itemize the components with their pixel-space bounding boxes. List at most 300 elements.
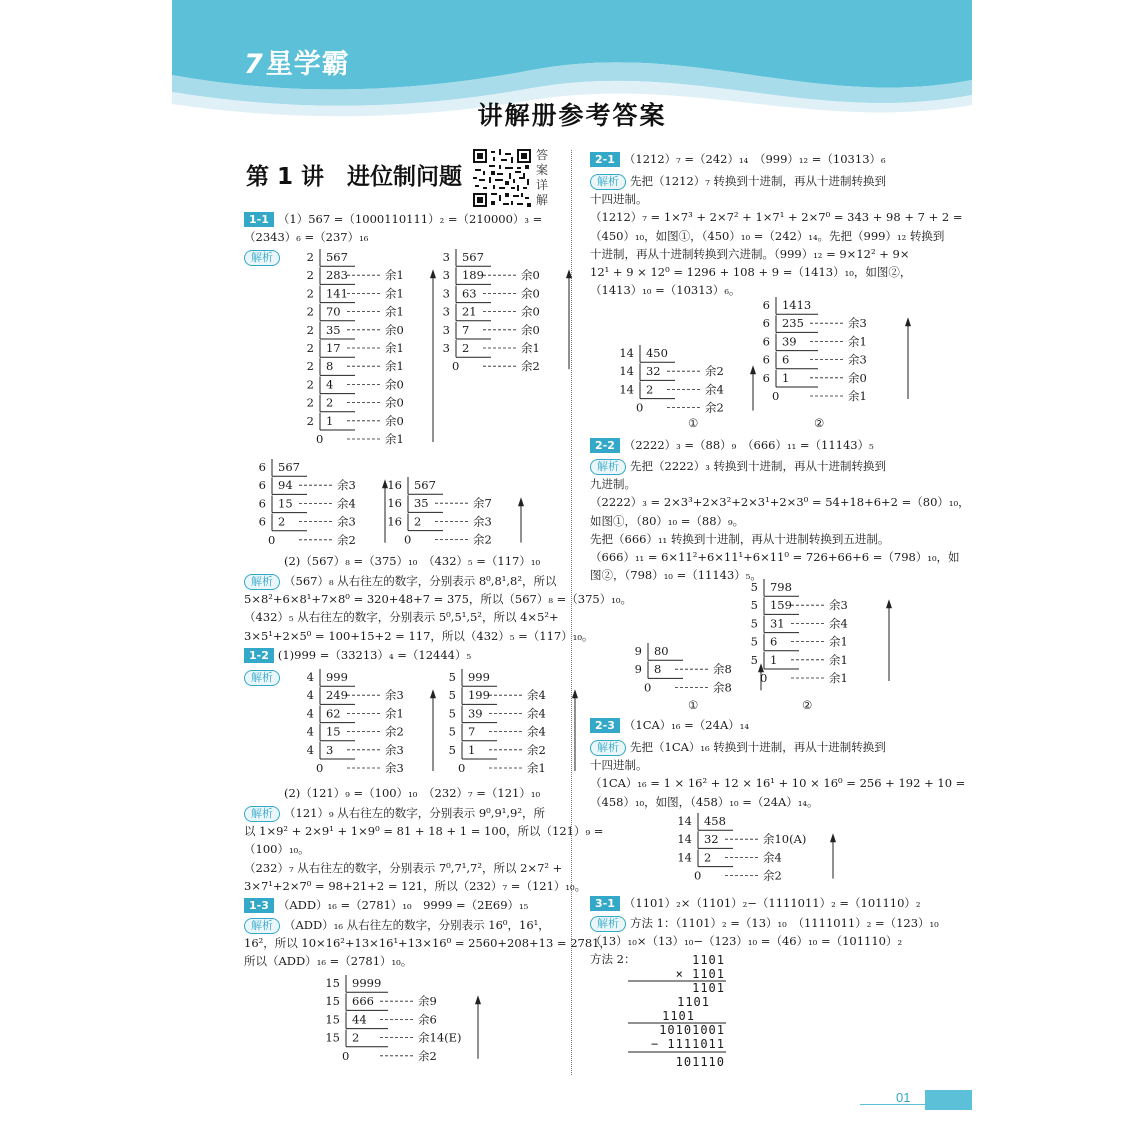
analysis-1-2b [244, 804, 603, 895]
binary-calculation [620, 950, 730, 1079]
quotient: 189 [462, 268, 484, 283]
quotient: 199 [468, 688, 490, 703]
remainder: 余4 [828, 616, 848, 631]
quotient: 63 [462, 286, 477, 301]
figure-label-1: ① [688, 416, 699, 430]
quotient: 15 [278, 496, 293, 511]
dividend: 458 [704, 813, 726, 828]
dividend: 567 [326, 249, 348, 264]
dividend: 999 [468, 669, 490, 684]
divisor: 16 [387, 514, 403, 529]
quotient: 1 [782, 370, 790, 385]
analysis-line: （121）₉ 从右往左的数字，分别表示 9⁰,9¹,9²，所 [284, 806, 545, 820]
quotient: 2 [414, 514, 422, 529]
quotient: 2 [462, 340, 470, 355]
quotient: 159 [770, 598, 792, 613]
remainder: 余4 [762, 850, 782, 865]
analysis-line: （100）₁₀。 [244, 842, 310, 857]
analysis-1-3 [244, 916, 611, 971]
remainder: 余3 [337, 514, 356, 529]
division-diagram [292, 248, 445, 454]
problem-tag: 1-1 [244, 212, 274, 227]
analysis-line: （666）₁₁ = 6×11²+6×11¹+6×11⁰ = 726+66+6 =（798）₁₀，如 [590, 550, 960, 565]
divisor: 3 [442, 286, 451, 301]
remainder: 余0 [384, 322, 404, 337]
quotient: 235 [782, 316, 804, 331]
remainder: 余1 [384, 286, 404, 301]
quotient: 0 [452, 359, 460, 374]
remainder: 余0 [384, 413, 404, 428]
remainder: 余0 [384, 377, 404, 392]
remainder: 余0 [847, 370, 867, 385]
division-999-base4 [292, 668, 445, 788]
calc-row: 1101 [662, 1009, 695, 1023]
logo-number: 7 [244, 49, 264, 80]
division-567-base16 [380, 476, 533, 560]
divisor: 4 [306, 742, 315, 757]
part-2-answer: (2)（121）₉ =（100）₁₀ （232）₇ =（121）₁₀ [284, 786, 541, 800]
quotient: 70 [326, 304, 341, 319]
arrow-head [905, 317, 911, 326]
remainder: 余0 [384, 395, 404, 410]
division-798-base5 [736, 578, 901, 698]
remainder: 余4 [526, 706, 546, 721]
division-diagram [434, 668, 587, 783]
division-diagram [428, 248, 581, 381]
method-line: （13）₁₀×（13）₁₀−（123）₁₀ =（46）₁₀ =（101110）₂ [590, 934, 903, 949]
remainder: 余4 [704, 382, 724, 397]
divisor: 14 [677, 850, 693, 865]
analysis-badge: 解析 [244, 670, 280, 686]
analysis-line: 先把（1212）₇ 转换到十进制，再从十进制转换到 [630, 174, 887, 188]
divisor: 5 [750, 598, 759, 613]
analysis-line: 所以（ADD）₁₆ =（2781）₁₀。 [244, 954, 413, 969]
analysis-line: 先把（666）₁₁ 转换到十进制，再从十进制转换到五进制。 [590, 531, 890, 546]
quotient: 2 [278, 514, 286, 529]
divisor: 2 [306, 377, 315, 392]
divisor: 2 [306, 249, 315, 264]
arrow-head [830, 833, 836, 842]
analysis-badge: 解析 [244, 250, 280, 266]
quotient: 1 [770, 652, 778, 667]
divisor: 2 [306, 322, 315, 337]
divisor: 6 [258, 514, 266, 529]
remainder: 余0 [520, 268, 540, 283]
divisor: 14 [619, 364, 635, 379]
quotient: 1 [326, 413, 334, 428]
analysis-line: 十进制，再从十进制转换到六进制。（999）₁₂ = 9×12² + 9× [590, 246, 910, 261]
quotient: 39 [468, 706, 483, 721]
problem-2-1 [590, 150, 886, 168]
calc-row: 101110 [675, 1055, 725, 1069]
remainder: 余2 [704, 364, 724, 379]
problem-tag: 2-3 [590, 718, 620, 733]
arrow-head [475, 995, 481, 1004]
analysis-badge-row [244, 668, 284, 686]
divisor: 15 [325, 1030, 340, 1045]
remainder: 余3 [384, 688, 404, 703]
remainder: 余4 [526, 688, 546, 703]
analysis-1-1b [244, 572, 632, 645]
analysis-line: （2222）₃ = 2×3³+2×3²+2×3¹+2×3⁰ = 54+18+6+2 =（80）₁₀， [590, 495, 970, 510]
remainder: 余4 [337, 496, 356, 511]
divisor: 2 [306, 340, 315, 355]
analysis-badge: 解析 [590, 740, 626, 756]
divisor: 5 [750, 652, 759, 667]
remainder: 余4 [526, 724, 546, 739]
calc-row: 1101 [677, 995, 710, 1009]
remainder: 余2 [704, 400, 724, 415]
divisor: 15 [325, 994, 340, 1009]
remainder: 余7 [472, 496, 492, 511]
analysis-line: （1413）₁₀ =（10313）₆。 [590, 283, 741, 298]
lesson-title: 第 1 讲 进位制问题 [246, 164, 463, 190]
remainder: 余3 [828, 598, 848, 613]
answer-line: （1101）₂×（1101）₂−（1111011）₂ =（101110）₂ [623, 896, 921, 910]
arrow-head [572, 689, 578, 698]
dividend: 9999 [352, 976, 382, 990]
divisor: 14 [677, 813, 693, 828]
analysis-line: 3×7¹+2×7⁰ = 98+21+2 = 121，所以（232）₇ =（121）₁₀。 [244, 878, 587, 893]
quotient: 7 [468, 724, 476, 739]
divisor: 5 [448, 742, 457, 757]
remainder: 余1 [847, 388, 867, 403]
remainder: 余14(E) [418, 1030, 462, 1045]
divisor: 6 [258, 478, 266, 493]
quotient: 17 [326, 340, 341, 355]
divisor: 5 [448, 669, 457, 684]
analysis-line: （450）₁₀，如图①，（450）₁₀ =（242）₁₄。先把（999）₁₂ 转换到 [590, 228, 945, 243]
footer-bar [925, 1090, 972, 1110]
quotient: 0 [636, 400, 644, 415]
answer-line: （2222）₃ =（88）₉ （666）₁₁ =（11143）₅ [623, 438, 874, 452]
remainder: 余2 [418, 1048, 437, 1063]
problem-3-1 [590, 894, 921, 912]
divisor: 2 [306, 304, 315, 319]
method-line: 方法 1：（1101）₂ =（13）₁₀ （1111011）₂ =（123）₁₀ [630, 916, 939, 930]
quotient: 2 [704, 850, 712, 865]
dividend: 567 [278, 460, 300, 474]
remainder: 余1 [384, 340, 404, 355]
divisor: 2 [306, 268, 315, 283]
figure-label-2: ② [802, 698, 813, 712]
remainder: 余3 [472, 514, 492, 529]
remainder: 余9 [418, 994, 437, 1009]
division-diagram [748, 296, 920, 411]
dividend: 999 [326, 669, 348, 684]
analysis-line: （232）₇ 从右往左的数字，分别表示 7⁰,7¹,7²，所以 2×7² + [244, 860, 563, 875]
remainder: 余3 [384, 760, 404, 775]
quotient: 94 [278, 478, 293, 493]
remainder: 余2 [384, 724, 404, 739]
division-999-base5 [434, 668, 587, 788]
problem-tag: 1-3 [244, 898, 274, 913]
analysis-line: 3×5¹+2×5⁰ = 100+15+2 = 117，所以（432）₅ =（117）₁₀。 [244, 628, 594, 643]
brand-logo [244, 42, 350, 81]
calc-row: 1101 [692, 953, 725, 967]
divisor: 14 [619, 382, 635, 397]
analysis-2-3 [590, 738, 965, 811]
divisor: 3 [442, 322, 451, 337]
analysis-line: （ADD）₁₆ 从右往左的数字，分别表示 16⁰，16¹， [284, 918, 550, 932]
divisor: 4 [306, 724, 315, 739]
divisor: 4 [306, 669, 315, 684]
problem-tag: 3-1 [590, 896, 620, 911]
analysis-line: 12¹ + 9 × 12⁰ = 1296 + 108 + 9 =（1413）₁₀，如图②， [590, 265, 912, 280]
calc-row: 10101001 [659, 1023, 725, 1037]
analysis-line: 5×8²+6×8¹+7×8⁰ = 320+48+7 = 375，所以（567）₈ =（375）₁₀。 [244, 592, 632, 607]
calc-row: − 1111011 [650, 1037, 725, 1051]
dividend: 80 [654, 643, 669, 658]
problem-1-1 [244, 210, 542, 246]
quotient: 2 [646, 382, 654, 397]
divisor: 16 [387, 496, 403, 511]
division-diagram [318, 974, 490, 1071]
calc-row: × 1101 [675, 967, 725, 981]
quotient: 62 [326, 706, 341, 721]
divisor: 2 [306, 359, 315, 374]
quotient: 21 [462, 304, 477, 319]
division-diagram [670, 812, 845, 891]
quotient: 0 [404, 532, 412, 547]
divisor: 5 [448, 688, 457, 703]
remainder: 余1 [828, 670, 848, 685]
answer-line: (1)999 =（33213）₄ =（12444）₅ [277, 648, 472, 662]
dividend: 1413 [782, 297, 812, 312]
problem-1-2 [244, 646, 471, 664]
analysis-line: 九进制。 [590, 477, 636, 492]
remainder: 余6 [418, 1012, 437, 1027]
analysis-line: 图②，（798）₁₀ =（11143）₅。 [590, 568, 762, 583]
calc-row: 1101 [692, 981, 725, 995]
binary-calc-svg [620, 950, 730, 1074]
analysis-line: （567）₈ 从右往左的数字，分别表示 8⁰,8¹,8²，所以 [284, 574, 557, 588]
divisor: 6 [258, 496, 266, 511]
analysis-line: （432）₅ 从右往左的数字，分别表示 5⁰,5¹,5²，所以 4×5²+ [244, 610, 559, 625]
division-diagram [244, 458, 397, 555]
division-567-base2 [292, 248, 445, 459]
remainder: 余8 [712, 680, 732, 695]
analysis-badge: 解析 [244, 918, 280, 934]
logo-text: 星学霸 [265, 49, 350, 80]
division-458-base14 [670, 812, 845, 896]
remainder: 余2 [520, 359, 540, 374]
quotient: 8 [654, 662, 662, 677]
division-567-base6 [244, 458, 397, 560]
analysis-line: 以 1×9² + 2×9¹ + 1×9⁰ = 81 + 18 + 1 = 100，所以（121）₉ = [244, 824, 604, 839]
remainder: 余3 [384, 742, 404, 757]
quotient: 31 [770, 616, 785, 631]
remainder: 余3 [847, 316, 867, 331]
remainder: 余1 [384, 431, 404, 446]
remainder: 余1 [384, 359, 404, 374]
divisor: 6 [762, 316, 771, 331]
divisor: 5 [750, 579, 759, 594]
divisor: 4 [306, 706, 315, 721]
remainder: 余1 [526, 760, 546, 775]
problem-2-2 [590, 436, 874, 454]
quotient: 0 [772, 388, 780, 403]
remainder: 余3 [847, 352, 867, 367]
arrow-head [566, 269, 572, 278]
problem-2-3 [590, 716, 749, 734]
divisor: 16 [387, 477, 403, 492]
quotient: 32 [704, 832, 719, 847]
analysis-line: 十四进制。 [590, 758, 648, 773]
analysis-badge: 解析 [244, 574, 280, 590]
answer-line: （1）567 =（1000110111）₂ =（210000）₃ = [277, 212, 543, 226]
problem-tag: 2-2 [590, 438, 620, 453]
analysis-line: 先把（1CA）₁₆ 转换到十进制，再从十进制转换到 [630, 740, 886, 754]
divisor: 2 [306, 395, 315, 410]
analysis-2-1 [590, 172, 962, 299]
divisor: 3 [442, 268, 451, 283]
page-number: 01 [896, 1090, 911, 1105]
quotient: 0 [316, 760, 324, 775]
divisor: 15 [325, 1012, 340, 1027]
remainder: 余1 [520, 340, 540, 355]
divisor: 5 [448, 724, 457, 739]
answer-line: （ADD）₁₆ =（2781）₁₀ 9999 =（2E69）₁₅ [277, 898, 529, 912]
analysis-line: 16²，所以 10×16²+13×16¹+13×16⁰ = 2560+208+13 = 2781， [244, 936, 611, 951]
remainder: 余2 [337, 532, 356, 547]
figure-label-2: ② [814, 416, 825, 430]
quotient: 0 [644, 680, 652, 695]
division-9999-base15 [318, 974, 490, 1076]
remainder: 余3 [337, 478, 356, 493]
remainder: 余1 [828, 652, 848, 667]
quotient: 6 [782, 352, 790, 367]
remainder: 余2 [472, 532, 492, 547]
quotient: 249 [326, 688, 348, 703]
quotient: 0 [342, 1048, 350, 1063]
analysis-line: 十四进制。 [590, 192, 648, 207]
division-567-base3 [428, 248, 581, 387]
quotient: 2 [352, 1030, 360, 1045]
quotient: 3 [326, 742, 334, 757]
qr-code-icon [473, 149, 531, 207]
document-title: 讲解册参考答案 [477, 101, 667, 130]
remainder: 余0 [520, 304, 540, 319]
analysis-line: 如图①，（80）₁₀ =（88）₉。 [590, 513, 745, 528]
analysis-badge-row [244, 248, 284, 266]
quotient: 0 [760, 670, 768, 685]
quotient: 4 [326, 377, 334, 392]
analysis-2-2 [590, 457, 970, 584]
remainder: 余0 [520, 322, 540, 337]
analysis-line: （1212）₇ = 1×7³ + 2×7² + 1×7¹ + 2×7⁰ = 343 + 98 + 7 + 2 = [590, 210, 963, 225]
part-2-answer: (2)（567）₈ =（375）₁₀ （432）₅ =（117）₁₀ [284, 554, 541, 568]
qr-label: 答案详解 [536, 148, 549, 207]
divisor: 9 [634, 643, 643, 658]
quotient: 32 [646, 364, 661, 379]
remainder: 余1 [384, 706, 404, 721]
remainder: 余1 [384, 304, 404, 319]
answer-line: （1212）₇ =（242）₁₄ （999）₁₂ =（10313）₆ [623, 152, 886, 166]
divisor: 9 [634, 662, 643, 677]
problem-tag: 1-2 [244, 648, 274, 663]
dividend: 567 [414, 477, 436, 492]
quotient: 0 [458, 760, 466, 775]
quotient: 2 [326, 395, 334, 410]
quotient: 35 [326, 322, 341, 337]
quotient: 44 [352, 1012, 367, 1027]
division-diagram [380, 476, 533, 555]
method-2-label: 方法 2： [590, 952, 636, 967]
divisor: 3 [442, 249, 451, 264]
divisor: 4 [306, 688, 315, 703]
quotient: 35 [414, 496, 429, 511]
divisor: 6 [762, 370, 771, 385]
arrow-head [518, 497, 524, 506]
quotient: 15 [326, 724, 341, 739]
remainder: 余10(A) [762, 832, 807, 847]
problem-tag: 2-1 [590, 152, 620, 167]
division-diagram [736, 578, 901, 693]
quotient: 0 [268, 532, 276, 547]
divisor: 6 [258, 460, 266, 474]
divisor: 5 [750, 634, 759, 649]
quotient: 8 [326, 359, 334, 374]
divisor: 3 [442, 304, 451, 319]
analysis-badge: 解析 [590, 174, 626, 190]
divisor: 15 [325, 976, 340, 990]
divisor: 14 [677, 832, 693, 847]
answer-line: （1CA）₁₆ =（24A）₁₄ [623, 718, 749, 732]
analysis-badge: 解析 [590, 916, 626, 932]
division-diagram [292, 668, 445, 783]
answer-line: （2343）₆ =（237）₁₆ [244, 230, 369, 245]
quotient: 283 [326, 268, 348, 283]
quotient: 0 [316, 431, 324, 446]
arrow-head [886, 599, 892, 608]
dividend: 798 [770, 579, 792, 594]
quotient: 39 [782, 334, 797, 349]
divisor: 2 [306, 286, 315, 301]
remainder: 余1 [828, 634, 848, 649]
remainder: 余1 [384, 268, 404, 283]
division-diagram [612, 344, 765, 423]
quotient: 1 [468, 742, 476, 757]
quotient: 141 [326, 286, 348, 301]
quotient: 6 [770, 634, 778, 649]
remainder: 余2 [526, 742, 546, 757]
dividend: 450 [646, 345, 668, 360]
division-1413-base6 [748, 296, 920, 416]
divisor: 3 [442, 340, 451, 355]
quotient: 666 [352, 994, 374, 1009]
analysis-badge: 解析 [244, 806, 280, 822]
analysis-line: 先把（2222）₃ 转换到十进制，再从十进制转换到 [630, 459, 887, 473]
figure-label-1: ① [688, 698, 699, 712]
remainder: 余0 [520, 286, 540, 301]
remainder: 余1 [847, 334, 867, 349]
quotient: 0 [694, 868, 702, 883]
quotient: 7 [462, 322, 470, 337]
analysis-line: （1CA）₁₆ = 1 × 16² + 12 × 16¹ + 10 × 16⁰ = 256 + 192 + 10 = [590, 776, 966, 791]
remainder: 余8 [712, 662, 732, 677]
divisor: 6 [762, 334, 771, 349]
divisor: 6 [762, 297, 771, 312]
dividend: 567 [462, 249, 484, 264]
analysis-badge: 解析 [590, 459, 626, 475]
problem-1-3 [244, 896, 528, 914]
divisor: 2 [306, 413, 315, 428]
divisor: 5 [750, 616, 759, 631]
divisor: 6 [762, 352, 771, 367]
analysis-line: （458）₁₀，如图，（458）₁₀ =（24A）₁₄。 [590, 794, 819, 809]
divisor: 14 [619, 345, 635, 360]
